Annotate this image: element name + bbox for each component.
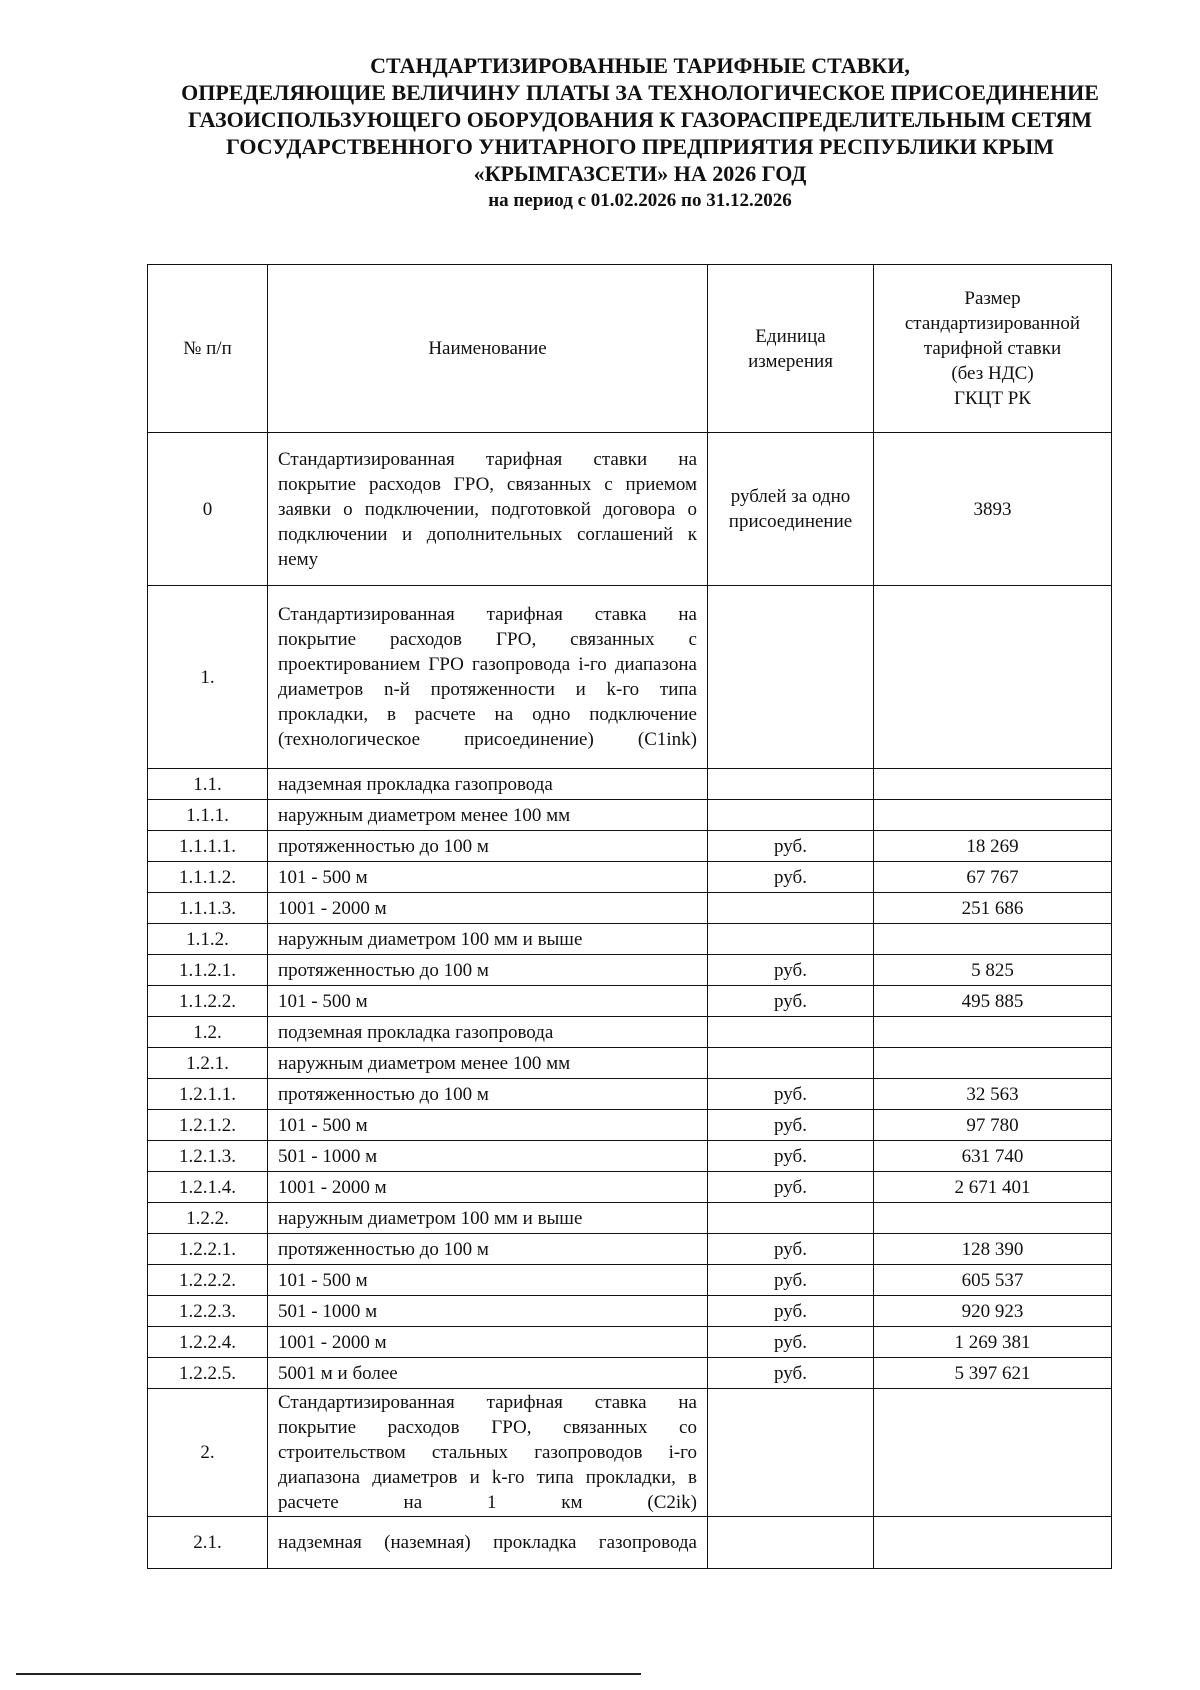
row-unit: руб.	[708, 831, 874, 862]
row-value: 18 269	[874, 831, 1112, 862]
period-subtitle: на период с 01.02.2026 по 31.12.2026	[488, 190, 792, 211]
table-row	[148, 955, 1112, 986]
row-name: Стандартизированная тарифная ставка на покрытие расходов ГРО, связанных с проектированием ГРО газопровода i-го диапазона диаметров n-й протяженности и k-го типа прокладки, в расчете на одно подключение (технологическое присоединение) (C1ink)	[268, 586, 708, 769]
row-unit: руб.	[708, 1234, 874, 1265]
header-unit	[708, 265, 874, 433]
row-name: 501 - 1000 м	[268, 1141, 708, 1172]
header-rate	[874, 265, 1112, 433]
table-row	[148, 1327, 1112, 1358]
row-value: 32 563	[874, 1079, 1112, 1110]
tariff-table	[147, 264, 1112, 1569]
footer-divider	[16, 1673, 641, 1675]
header-rate-line: ГКЦТ РК	[954, 388, 1031, 409]
table-row	[148, 1203, 1112, 1234]
table-row	[148, 1079, 1112, 1110]
row-num: 1.1.2.2.	[148, 986, 268, 1017]
header-unit-line: Единица	[755, 325, 826, 347]
row-num: 1.2.2.4.	[148, 1327, 268, 1358]
header-rate-line: Размер	[964, 288, 1021, 309]
row-value: 2 671 401	[874, 1172, 1112, 1203]
header-rate-line: тарифной ставки	[923, 338, 1062, 359]
row-unit: руб.	[708, 1327, 874, 1358]
row-num: 1.1.2.	[148, 924, 268, 955]
row-unit	[708, 1203, 874, 1234]
row-unit	[708, 1017, 874, 1048]
row-value	[874, 1017, 1112, 1048]
row-value	[874, 1203, 1112, 1234]
row-unit	[708, 769, 874, 800]
row-num: 1.	[148, 586, 268, 769]
table-row	[148, 862, 1112, 893]
table-row	[148, 893, 1112, 924]
row-name: 501 - 1000 м	[268, 1296, 708, 1327]
row-unit: руб.	[708, 1141, 874, 1172]
row-unit	[708, 1048, 874, 1079]
row-unit: руб.	[708, 1172, 874, 1203]
table-row	[148, 1296, 1112, 1327]
row-name: 1001 - 2000 м	[268, 1172, 708, 1203]
row-name: наружным диаметром 100 мм и выше	[268, 1203, 708, 1234]
header-rate-line: (без НДС)	[951, 363, 1034, 384]
row-num: 0	[148, 433, 268, 586]
row-name: 5001 м и более	[268, 1358, 708, 1389]
row-value	[874, 769, 1112, 800]
row-name: 1001 - 2000 м	[268, 1327, 708, 1358]
row-num: 1.1.1.2.	[148, 862, 268, 893]
row-name: протяженностью до 100 м	[268, 1079, 708, 1110]
row-value: 67 767	[874, 862, 1112, 893]
row-value	[874, 1517, 1112, 1569]
row-num: 1.2.1.	[148, 1048, 268, 1079]
row-name: 101 - 500 м	[268, 986, 708, 1017]
row-num: 1.2.2.	[148, 1203, 268, 1234]
row-name: протяженностью до 100 м	[268, 831, 708, 862]
row-unit: руб.	[708, 955, 874, 986]
row-value	[874, 800, 1112, 831]
row-unit: рублей за одно присоединение	[708, 433, 874, 586]
table-row	[148, 1141, 1112, 1172]
row-num: 1.1.	[148, 769, 268, 800]
row-unit: руб.	[708, 1358, 874, 1389]
title-line: ОПРЕДЕЛЯЮЩИЕ ВЕЛИЧИНУ ПЛАТЫ ЗА ТЕХНОЛОГИЧЕСКОЕ ПРИСОЕДИНЕНИЕ	[181, 80, 1099, 105]
title-line: ГОСУДАРСТВЕННОГО УНИТАРНОГО ПРЕДПРИЯТИЯ РЕСПУБЛИКИ КРЫМ	[225, 134, 1055, 159]
row-value: 97 780	[874, 1110, 1112, 1141]
title-line: ГАЗОИСПОЛЬЗУЮЩЕГО ОБОРУДОВАНИЯ К ГАЗОРАСПРЕДЕЛИТЕЛЬНЫМ СЕТЯМ	[188, 107, 1092, 132]
row-unit	[708, 800, 874, 831]
row-name: 101 - 500 м	[268, 862, 708, 893]
document-title	[60, 52, 1200, 214]
row-unit	[708, 586, 874, 769]
row-name: наружным диаметром 100 мм и выше	[268, 924, 708, 955]
table-row	[148, 1265, 1112, 1296]
row-unit	[708, 1517, 874, 1569]
row-num: 1.2.1.3.	[148, 1141, 268, 1172]
header-unit-line: измерения	[748, 350, 833, 372]
row-name: надземная (наземная) прокладка газопровода	[268, 1517, 708, 1569]
row-value: 1 269 381	[874, 1327, 1112, 1358]
table-row	[148, 433, 1112, 586]
row-value: 631 740	[874, 1141, 1112, 1172]
row-name: протяженностью до 100 м	[268, 1234, 708, 1265]
row-num: 1.2.	[148, 1017, 268, 1048]
table-row	[148, 1517, 1112, 1569]
table-row	[148, 1110, 1112, 1141]
table-row	[148, 800, 1112, 831]
row-num: 1.2.2.2.	[148, 1265, 268, 1296]
row-unit: руб.	[708, 1079, 874, 1110]
row-num: 1.2.2.3.	[148, 1296, 268, 1327]
row-value	[874, 1389, 1112, 1517]
row-unit	[708, 924, 874, 955]
row-value: 920 923	[874, 1296, 1112, 1327]
row-num: 1.1.1.3.	[148, 893, 268, 924]
row-name: 1001 - 2000 м	[268, 893, 708, 924]
row-num: 1.1.1.1.	[148, 831, 268, 862]
table-row	[148, 1048, 1112, 1079]
row-value: 3893	[874, 433, 1112, 586]
row-name: надземная прокладка газопровода	[268, 769, 708, 800]
row-num: 1.2.1.2.	[148, 1110, 268, 1141]
table-row	[148, 1389, 1112, 1517]
row-num: 1.1.2.1.	[148, 955, 268, 986]
row-num: 1.2.2.1.	[148, 1234, 268, 1265]
row-value: 605 537	[874, 1265, 1112, 1296]
header-num: № п/п	[148, 265, 268, 433]
table-row	[148, 586, 1112, 769]
title-line: СТАНДАРТИЗИРОВАННЫЕ ТАРИФНЫЕ СТАВКИ,	[370, 53, 910, 78]
row-unit: руб.	[708, 986, 874, 1017]
row-name: протяженностью до 100 м	[268, 955, 708, 986]
table-row	[148, 1017, 1112, 1048]
row-num: 1.2.1.1.	[148, 1079, 268, 1110]
table-row	[148, 831, 1112, 862]
row-value: 5 825	[874, 955, 1112, 986]
row-unit: руб.	[708, 1110, 874, 1141]
row-num: 2.	[148, 1389, 268, 1517]
row-value: 495 885	[874, 986, 1112, 1017]
row-value	[874, 586, 1112, 769]
row-value: 5 397 621	[874, 1358, 1112, 1389]
row-unit: руб.	[708, 1265, 874, 1296]
row-value: 128 390	[874, 1234, 1112, 1265]
row-name: 101 - 500 м	[268, 1110, 708, 1141]
table-row	[148, 1172, 1112, 1203]
title-line: «КРЫМГАЗСЕТИ» НА 2026 ГОД	[473, 161, 807, 186]
row-name: 101 - 500 м	[268, 1265, 708, 1296]
row-name: наружным диаметром менее 100 мм	[268, 1048, 708, 1079]
row-num: 2.1.	[148, 1517, 268, 1569]
row-num: 1.1.1.	[148, 800, 268, 831]
table-row	[148, 986, 1112, 1017]
row-value	[874, 924, 1112, 955]
row-name: наружным диаметром менее 100 мм	[268, 800, 708, 831]
row-value	[874, 1048, 1112, 1079]
row-num: 1.2.2.5.	[148, 1358, 268, 1389]
row-name: Стандартизированная тарифная ставки на покрытие расходов ГРО, связанных с приемом заявки о подключении, подготовкой договора о подключении и дополнительных соглашений к нему	[268, 433, 708, 586]
row-unit	[708, 893, 874, 924]
row-unit	[708, 1389, 874, 1517]
row-unit: руб.	[708, 1296, 874, 1327]
row-num: 1.2.1.4.	[148, 1172, 268, 1203]
table-header-row	[148, 265, 1112, 433]
header-rate-line: стандартизированной	[904, 313, 1081, 334]
table-row	[148, 1358, 1112, 1389]
row-name: подземная прокладка газопровода	[268, 1017, 708, 1048]
row-unit: руб.	[708, 862, 874, 893]
row-value: 251 686	[874, 893, 1112, 924]
table-row	[148, 769, 1112, 800]
table-row	[148, 924, 1112, 955]
row-name: Стандартизированная тарифная ставка на покрытие расходов ГРО, связанных со строительством стальных газопроводов i-го диапазона диаметров и k-го типа прокладки, в расчете на 1 км (C2ik)	[268, 1389, 708, 1517]
table-row	[148, 1234, 1112, 1265]
header-name: Наименование	[268, 265, 708, 433]
